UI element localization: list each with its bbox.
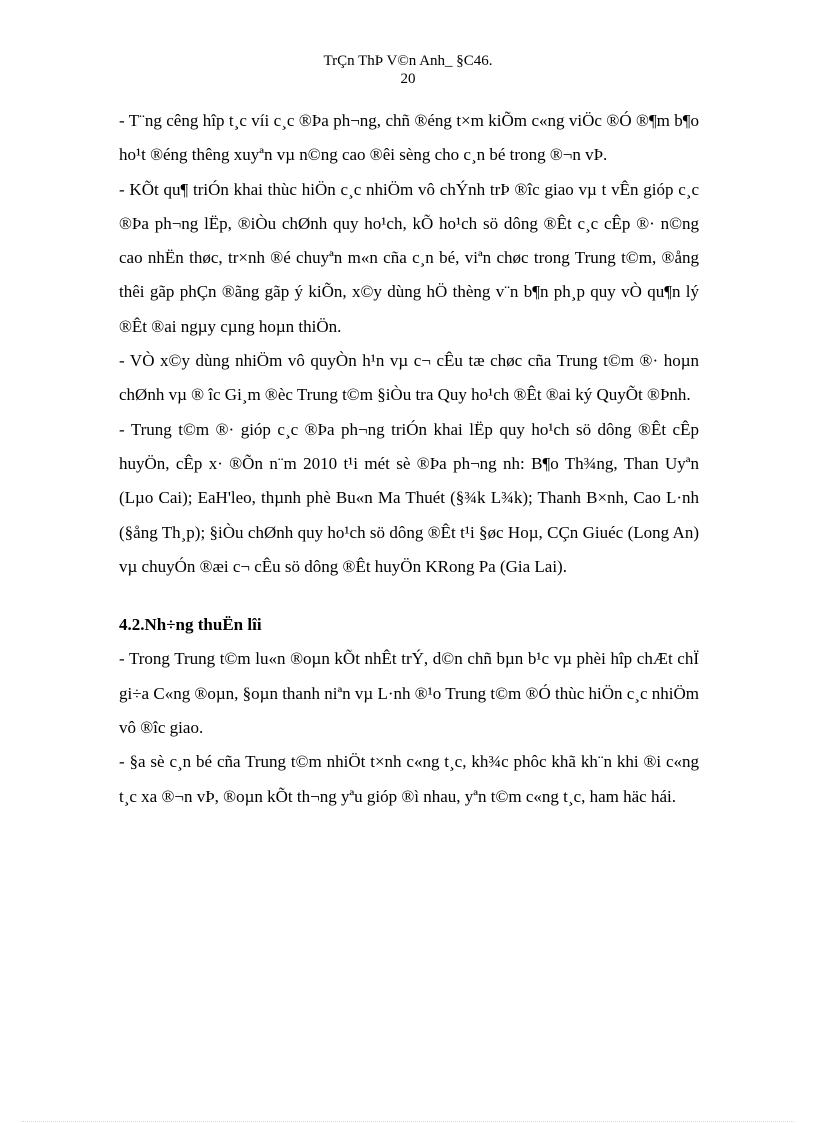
- header-author-line: TrÇn ThÞ V©n Anh_ §C46.: [323, 53, 493, 69]
- page-number: 20: [400, 71, 416, 87]
- paragraph-results: - KÕt qu¶ triÓn khai thùc hiÖn c¸c nhiÖm vô chÝnh trÞ ®îc giao vµ t vÊn gióp c¸c ®Þa ph¬ng lËp, ®iÒu chØnh quy ho¹ch, kÕ ho¹ch sö dông ®Êt c¸c cÊp ®· n©ng cao nhËn thøc, tr×nh ®é chuyªn m«n cña c¸n bé, viªn chøc trong Trung t©m, ®ång thêi gãp phÇn ®ãng gãp ý kiÕn, x©y dùng hÖ thèng v¨n b¶n ph¸p quy vÒ qu¶n lý ®Êt ®ai ngµy cµng hoµn thiÖn.: [119, 179, 699, 336]
- paragraph-cooperation: - T¨ng cêng hîp t¸c víi c¸c ®Þa ph¬ng, chñ ®éng t×m kiÕm c«ng viÖc ®Ó ®¶m b¶o ho¹t ®éng thêng xuyªn vµ n©ng cao ®êi sèng cho c¸n bé trong ®¬n vÞ.: [119, 111, 699, 165]
- paragraph-organization: - VÒ x©y dùng nhiÖm vô quyÒn h¹n vµ c¬ cÊu tæ chøc cña Trung t©m ®· hoµn chØnh vµ ® îc Gi¸m ®èc Trung t©m §iÒu tra Quy ho¹ch ®Êt ®ai ký QuyÕt ®Þnh.: [119, 351, 699, 405]
- page-bottom-divider: [22, 1121, 794, 1122]
- paragraph-unity: - Trong Trung t©m lu«n ®oµn kÕt nhÊt trÝ, d©n chñ bµn b¹c vµ phèi hîp chÆt chÏ gi÷a C«ng ®oµn, §oµn thanh niªn vµ L·nh ®¹o Trung t©m ®Ó thùc hiÖn c¸c nhiÖm vô ®îc giao.: [119, 649, 699, 738]
- page-content: [119, 104, 699, 814]
- paragraph-land-planning: - Trung t©m ®· gióp c¸c ®Þa ph¬ng triÓn khai lËp quy ho¹ch sö dông ®Êt cÊp huyÖn, cÊp x· ®Õn n¨m 2010 t¹i mét sè ®Þa ph¬ng nh: B¶o Th¾ng, Than Uyªn (Lµo Cai); EaH'leo, thµnh phè Bu«n Ma Thuét (§¾k L¾k); Thanh B×nh, Cao L·nh (§ång Th¸p); §iÒu chØnh quy ho¹ch sö dông ®Êt t¹i §øc Hoµ, CÇn Giuéc (Long An) vµ chuyÓn ®æi c¬ cÊu sö dông ®Êt huyÖn KRong Pa (Gia Lai).: [119, 419, 699, 576]
- page-header: [0, 52, 816, 88]
- paragraph-staff: - §a sè c¸n bé cña Trung t©m nhiÖt t×nh c«ng t¸c, kh¾c phôc khã kh¨n khi ®i c«ng t¸c xa ®¬n vÞ, ®oµn kÕt th¬ng yªu gióp ®ì nhau, yªn t©m c«ng t¸c, ham häc hái.: [119, 752, 699, 806]
- section-heading: 4.2.Nh÷ng thuËn lîi: [119, 615, 262, 635]
